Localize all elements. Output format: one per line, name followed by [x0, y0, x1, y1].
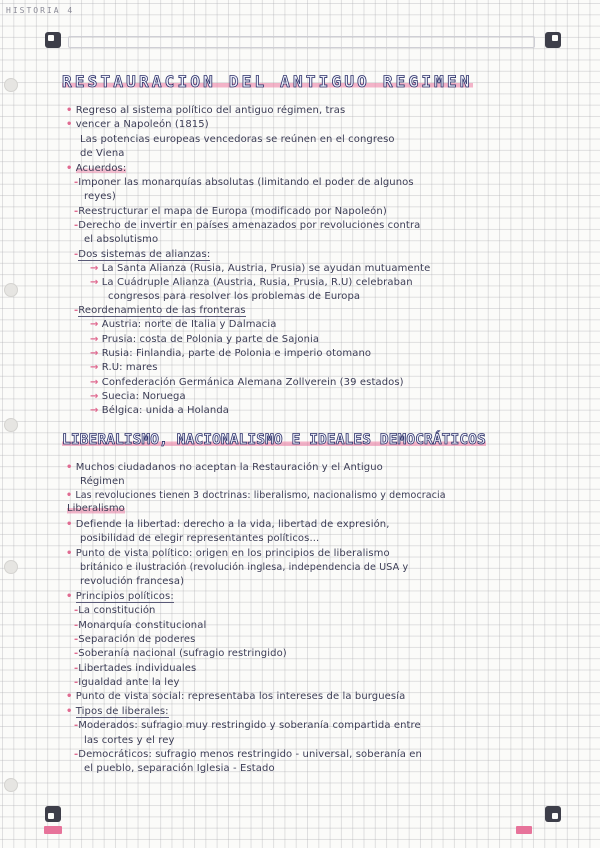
text-line: → Austria: norte de Italia y Dalmacia: [90, 319, 277, 330]
bullet-icon: •: [66, 163, 73, 174]
text-line: el absolutismo: [84, 234, 159, 245]
text-line: -Reordenamiento de las fronteras: [74, 305, 246, 316]
text-line: reyes): [84, 191, 116, 202]
text-line: -Moderados: sufragio muy restringido y soberanía compartida entre: [74, 720, 421, 731]
subsection-label-liberalismo: Liberalismo: [67, 503, 125, 514]
dash-icon: -: [74, 677, 79, 688]
bullet-icon: •: [66, 706, 73, 717]
binder-hole: [4, 418, 18, 432]
corner-mark-top-right: [545, 32, 561, 48]
pink-mark-bottom-left: [44, 826, 62, 834]
dash-icon: -: [74, 177, 79, 188]
pink-mark-bottom-right: [516, 826, 532, 834]
bullet-icon: •: [66, 119, 73, 130]
text-line: • Regreso al sistema político del antiguo régimen, tras: [66, 105, 346, 116]
dash-icon: -: [74, 305, 79, 316]
text-line: → Prusia: costa de Polonia y parte de Sajonia: [90, 334, 320, 345]
text-line: el pueblo, separación Iglesia - Estado: [84, 763, 275, 774]
section-title-restauracion: RESTAURACION DEL ANTIGUO REGIMEN: [62, 72, 473, 91]
binder-hole: [4, 283, 18, 297]
text-line: británico e ilustración (revolución inglesa, independencia de USA y: [80, 562, 409, 573]
text-line: • Las revoluciones tienen 3 doctrinas: liberalismo, nacionalismo y democracia: [66, 490, 446, 501]
arrow-icon: →: [90, 277, 99, 288]
text-line: → Rusia: Finlandia, parte de Polonia e imperio otomano: [90, 348, 372, 359]
text-line: • Tipos de liberales:: [66, 706, 169, 717]
text-line: -Reestructurar el mapa de Europa (modificado por Napoleón): [74, 206, 387, 217]
text-line: -Imponer las monarquías absolutas (limitando el poder de algunos: [74, 177, 414, 188]
dash-icon: -: [74, 605, 79, 616]
text-line: • Acuerdos:: [66, 163, 127, 174]
arrow-icon: →: [90, 348, 99, 359]
text-line: → Bélgica: unida a Holanda: [90, 405, 230, 416]
section-title-liberalismo: LIBERALISMO, NACIONALISMO E IDEALES DEMOCRÁTICOS: [62, 432, 486, 448]
dash-icon: -: [74, 663, 79, 674]
dash-icon: -: [74, 648, 79, 659]
dash-icon: -: [74, 220, 79, 231]
arrow-icon: →: [90, 334, 99, 345]
binder-hole: [4, 778, 18, 792]
text-line: → La Santa Alianza (Rusia, Austria, Prusia) se ayudan mutuamente: [90, 263, 431, 274]
text-line: congresos para resolver los problemas de Europa: [108, 291, 361, 302]
corner-mark-top-left: [45, 32, 61, 48]
arrow-icon: →: [90, 377, 99, 388]
bullet-icon: •: [66, 548, 73, 559]
text-line: • Punto de vista político: origen en los principios de liberalismo: [66, 548, 390, 559]
text-line: • Muchos ciudadanos no aceptan la Restauración y el Antiguo: [66, 462, 383, 473]
text-line: -Dos sistemas de alianzas:: [74, 249, 211, 260]
arrow-icon: →: [90, 405, 99, 416]
text-line: las cortes y el rey: [84, 735, 175, 746]
text-line: -Derecho de invertir en países amenazados por revoluciones contra: [74, 220, 421, 231]
text-line: -Igualdad ante la ley: [74, 677, 180, 688]
text-line: • Punto de vista social: representaba los intereses de la burguesía: [66, 691, 406, 702]
text-line: Régimen: [80, 476, 125, 487]
dash-icon: -: [74, 749, 79, 760]
corner-mark-bottom-right: [545, 806, 561, 822]
text-line: → Suecia: Noruega: [90, 391, 186, 402]
bullet-icon: •: [66, 591, 73, 602]
text-line: → Confederación Germánica Alemana Zollverein (39 estados): [90, 377, 404, 388]
text-line: -Soberanía nacional (sufragio restringido): [74, 648, 287, 659]
binder-hole: [4, 560, 18, 574]
bullet-icon: •: [66, 691, 73, 702]
text-line: • vencer a Napoleón (1815): [66, 119, 209, 130]
binder-hole: [4, 78, 18, 92]
dash-icon: -: [74, 634, 79, 645]
arrow-icon: →: [90, 263, 99, 274]
bullet-icon: •: [66, 490, 73, 501]
text-line: posibilidad de elegir representantes políticos...: [80, 533, 320, 544]
dash-icon: -: [74, 206, 79, 217]
text-line: • Principios políticos:: [66, 591, 174, 602]
bullet-icon: •: [66, 519, 73, 530]
text-line: • Defiende la libertad: derecho a la vida, libertad de expresión,: [66, 519, 390, 530]
dash-icon: -: [74, 720, 79, 731]
arrow-icon: →: [90, 319, 99, 330]
text-line: -Monarquía constitucional: [74, 620, 207, 631]
text-line: -Separación de poderes: [74, 634, 196, 645]
text-line: -Libertades individuales: [74, 663, 197, 674]
text-line: revolución francesa): [80, 576, 185, 587]
bullet-icon: •: [66, 462, 73, 473]
text-line: → R.U: mares: [90, 362, 158, 373]
arrow-icon: →: [90, 391, 99, 402]
dash-icon: -: [74, 249, 79, 260]
dash-icon: -: [74, 620, 79, 631]
bullet-icon: •: [66, 105, 73, 116]
text-line: → La Cuádruple Alianza (Austria, Rusia, Prusia, R.U) celebraban: [90, 277, 413, 288]
date-field-outline: [68, 36, 535, 48]
text-line: Las potencias europeas vencedoras se reúnen en el congreso: [80, 134, 395, 145]
arrow-icon: →: [90, 362, 99, 373]
text-line: de Viena: [80, 148, 125, 159]
text-line: -La constitución: [74, 605, 156, 616]
corner-mark-bottom-left: [45, 806, 61, 822]
text-line: -Democráticos: sufragio menos restringido - universal, soberanía en: [74, 749, 422, 760]
header-label: HISTORIA 4: [6, 6, 75, 15]
